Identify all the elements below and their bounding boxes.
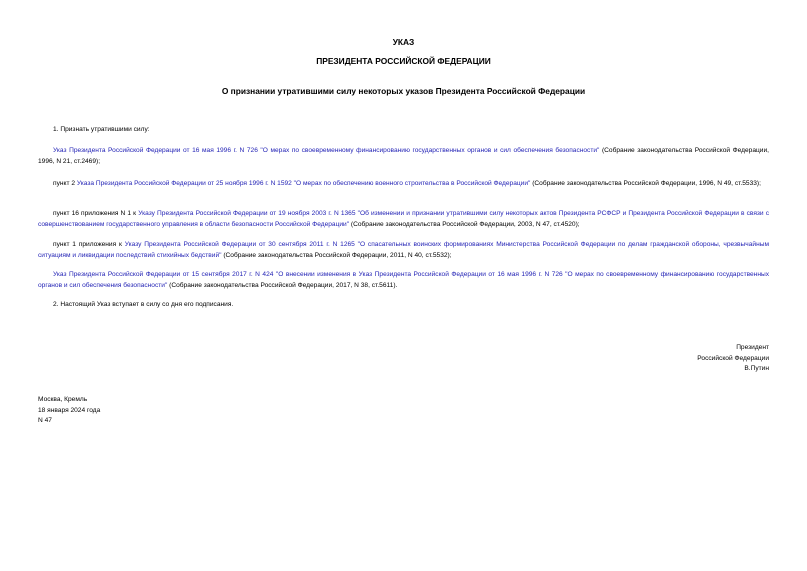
decree-link[interactable]: Указу Президента Российской Федерации от 19 ноября 2003 г. N 1365 "Об изменении и признании утратившими силу некоторых актов Президента РСФСР и Президента Российской Федерации в связи с совершенствованием государственного управления в области безопасности Российской Федерации" [38, 210, 769, 228]
entry-source: (Собрание законодательства Российской Федерации, 2011, N 40, ст.5532); [221, 251, 452, 259]
signing-place: Москва, Кремль [38, 396, 88, 403]
entry-prefix: пункт 1 приложения к [53, 241, 125, 248]
entry-source: (Собрание законодательства Российской Федерации, 2003, N 47, ст.4520); [349, 220, 580, 228]
document-type-heading: УКАЗ [392, 37, 415, 47]
decree-link[interactable]: Указу Президента Российской Федерации от 30 сентября 2011 г. N 1265 "О спасательных воинских формированиях Министерства Российской Федерации по делам гражданской обороны, чрезвычайным ситуациям и ликвидации последствий стихийных бедствий" [38, 241, 769, 259]
document-subject-heading: О признании утратившими силу некоторых указов Президента Российской Федерации [221, 86, 586, 96]
repealed-entry-1 [38, 146, 769, 167]
entry-prefix: пункт 16 приложения N 1 к [53, 210, 139, 217]
signatory-title: Президент [736, 344, 769, 351]
item-1-intro: 1. Признать утратившими силу: [53, 126, 150, 133]
repealed-entry-5 [38, 270, 769, 291]
item-2: 2. Настоящий Указ вступает в силу со дня его подписания. [53, 301, 234, 308]
decree-link[interactable]: Указ Президента Российской Федерации от 16 мая 1996 г. N 726 "О мерах по своевременному финансированию государственных органов и сил обеспечения безопасности" [53, 147, 600, 154]
document-number: N 47 [38, 417, 52, 425]
signatory-country: Российской Федерации [697, 354, 769, 362]
decree-link[interactable]: Указ Президента Российской Федерации от 15 сентября 2017 г. N 424 "О внесении изменения в Указ Президента Российской Федерации от 16 мая 1996 г. N 726 "О мерах по своевременному финансированию государственных органов и сил обеспечения безопасности" [38, 271, 769, 289]
entry-prefix: пункт 2 [53, 180, 77, 187]
entry-source: (Собрание законодательства Российской Федерации, 1996, N 49, ст.5533); [530, 180, 761, 187]
issuer-heading: ПРЕЗИДЕНТА РОССИЙСКОЙ ФЕДЕРАЦИИ [316, 56, 491, 66]
signatory-name: В.Путин [744, 365, 769, 373]
entry-source: (Собрание законодательства Российской Федерации, 1996, N 21, ст.2469); [38, 147, 769, 165]
signing-date: 18 января 2024 года [38, 406, 101, 414]
signature-block [697, 343, 769, 375]
repealed-entry-2 [38, 179, 769, 190]
entry-source: (Собрание законодательства Российской Федерации, 2017, N 38, ст.5611). [167, 281, 398, 289]
repealed-entry-4 [38, 240, 769, 261]
place-date-block [38, 395, 100, 427]
decree-link[interactable]: Указа Президента Российской Федерации от 25 ноября 1996 г. N 1592 "О мерах по обеспечению военного строительства в Российской Федерации" [76, 180, 531, 187]
repealed-entry-3 [38, 209, 769, 230]
